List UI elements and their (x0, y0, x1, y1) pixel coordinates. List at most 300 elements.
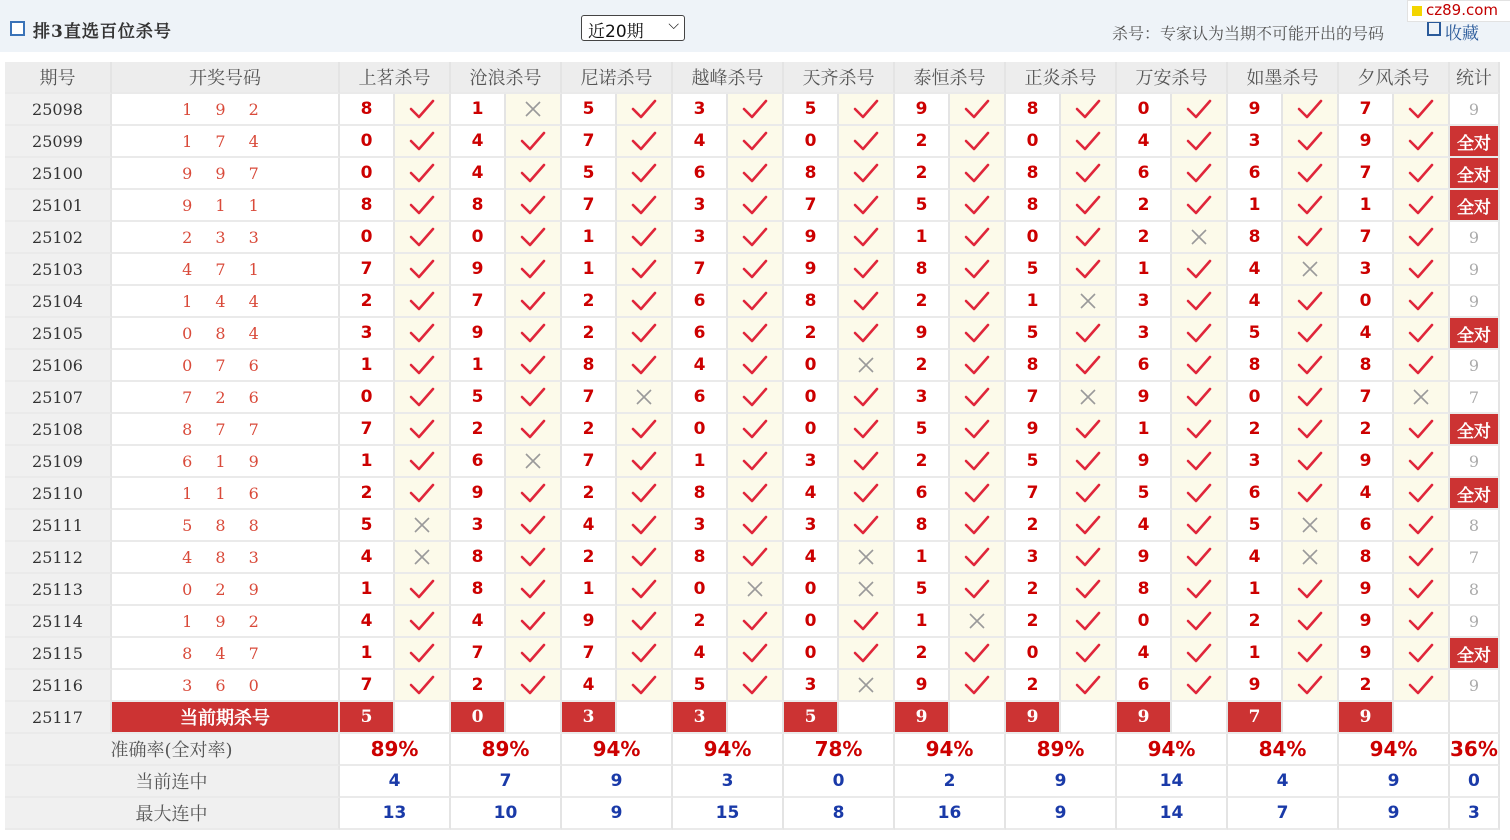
check-icon (853, 227, 879, 247)
kill-number-cell: 2 (1339, 414, 1394, 446)
max-streak-row-cell: 9 (1339, 798, 1450, 830)
result-mark-cell (506, 446, 562, 478)
kill-number-cell: 4 (673, 638, 728, 670)
kill-number-cell: 4 (340, 542, 395, 574)
result-mark-cell (395, 414, 451, 446)
issue-cell: 25110 (5, 478, 112, 510)
check-icon (520, 291, 546, 311)
result-mark-cell (728, 126, 784, 158)
issue-cell: 25109 (5, 446, 112, 478)
result-mark-cell (839, 350, 895, 382)
table-row (5, 382, 1500, 414)
expert-header: 如墨杀号 (1228, 62, 1339, 94)
kill-number-cell: 2 (340, 478, 395, 510)
draw-numbers-cell: 8 7 7 (112, 414, 340, 446)
kill-number-cell: 8 (1006, 94, 1061, 126)
result-mark-cell (395, 190, 451, 222)
result-mark-cell (728, 542, 784, 574)
result-mark-cell (506, 670, 562, 702)
check-icon (520, 259, 546, 279)
check-icon (520, 131, 546, 151)
result-mark-cell (617, 350, 673, 382)
result-mark-cell (1061, 574, 1117, 606)
check-icon (1186, 515, 1212, 535)
stat-cell: 8 (1450, 510, 1500, 542)
cross-icon (1078, 291, 1098, 311)
result-mark-cell (617, 446, 673, 478)
kill-number-cell: 2 (562, 542, 617, 574)
cross-icon (856, 675, 876, 695)
check-icon (964, 163, 990, 183)
current-streak-row-cell: 4 (1228, 766, 1339, 798)
check-icon (409, 163, 435, 183)
check-icon (1075, 547, 1101, 567)
kill-number-cell: 7 (340, 254, 395, 286)
kill-number-cell: 0 (784, 350, 839, 382)
check-icon (1075, 483, 1101, 503)
accuracy-row-cell: 89% (1006, 734, 1117, 766)
kill-number-cell: 4 (673, 350, 728, 382)
kill-number-cell: 4 (451, 126, 506, 158)
result-mark-cell (506, 414, 562, 446)
check-icon (1186, 675, 1212, 695)
kill-number-cell: 8 (451, 542, 506, 574)
result-mark-cell (395, 542, 451, 574)
cross-icon (634, 387, 654, 407)
check-icon (742, 259, 768, 279)
kill-number-cell: 5 (562, 94, 617, 126)
result-mark-cell (506, 542, 562, 574)
kill-number-cell: 6 (673, 318, 728, 350)
result-mark-cell (395, 286, 451, 318)
draw-numbers-cell: 4 7 1 (112, 254, 340, 286)
table-row (5, 606, 1500, 638)
kill-number-cell: 2 (895, 446, 950, 478)
stat-cell: 9 (1450, 446, 1500, 478)
result-mark-cell (1172, 126, 1228, 158)
result-mark-cell (1172, 254, 1228, 286)
result-mark-cell (728, 382, 784, 414)
result-mark-cell (950, 606, 1006, 638)
kill-number-cell: 0 (1006, 638, 1061, 670)
kill-number-cell: 1 (895, 606, 950, 638)
accuracy-row-cell: 94% (1339, 734, 1450, 766)
check-icon (631, 131, 657, 151)
check-icon (1408, 323, 1434, 343)
issue-cell: 25103 (5, 254, 112, 286)
stat-cell: 9 (1450, 254, 1500, 286)
result-mark-cell (1061, 414, 1117, 446)
check-icon (742, 291, 768, 311)
kill-number-cell: 7 (1339, 94, 1394, 126)
check-icon (1186, 643, 1212, 663)
kill-number-cell: 3 (673, 190, 728, 222)
kill-number-cell: 7 (340, 670, 395, 702)
check-icon (853, 163, 879, 183)
current-streak-row (5, 766, 1500, 798)
check-icon (1297, 163, 1323, 183)
kill-number-cell: 7 (451, 286, 506, 318)
stat-cell: 7 (1450, 382, 1500, 414)
result-mark-cell (506, 94, 562, 126)
accuracy-row-cell: 94% (895, 734, 1006, 766)
kill-number-cell: 1 (340, 638, 395, 670)
kill-number-cell: 7 (1339, 222, 1394, 254)
result-mark-cell (617, 190, 673, 222)
check-icon (742, 547, 768, 567)
result-mark-cell (395, 158, 451, 190)
result-mark-cell (839, 318, 895, 350)
kill-number-cell: 2 (1339, 670, 1394, 702)
kill-number-cell: 5 (895, 574, 950, 606)
check-icon (853, 195, 879, 215)
result-mark-cell (1172, 382, 1228, 414)
result-mark-cell (617, 382, 673, 414)
result-mark-cell (1061, 126, 1117, 158)
result-mark-cell (1394, 542, 1450, 574)
kill-number-cell: 2 (1006, 606, 1061, 638)
accuracy-row-cell: 89% (340, 734, 451, 766)
check-icon (1408, 643, 1434, 663)
issue-cell: 25107 (5, 382, 112, 414)
check-icon (1297, 643, 1323, 663)
result-mark-cell (1283, 606, 1339, 638)
issue-cell: 25101 (5, 190, 112, 222)
kill-number-cell: 5 (895, 414, 950, 446)
check-icon (520, 387, 546, 407)
issue-cell: 25113 (5, 574, 112, 606)
stat-cell: 9 (1450, 222, 1500, 254)
check-icon (1408, 515, 1434, 535)
result-mark-cell (1283, 638, 1339, 670)
kill-number-cell: 9 (784, 222, 839, 254)
current-kill-cell: 9 (1117, 702, 1172, 734)
check-icon (631, 227, 657, 247)
current-blank-cell (506, 702, 562, 734)
kill-number-cell: 4 (451, 158, 506, 190)
result-mark-cell (950, 254, 1006, 286)
kill-number-cell: 1 (673, 446, 728, 478)
result-mark-cell (1283, 286, 1339, 318)
max-streak-row-cell: 9 (1006, 798, 1117, 830)
kill-number-cell: 8 (895, 510, 950, 542)
check-icon (1297, 675, 1323, 695)
issue-cell: 25105 (5, 318, 112, 350)
kill-number-cell: 1 (1339, 190, 1394, 222)
kill-number-cell: 4 (784, 542, 839, 574)
check-icon (964, 323, 990, 343)
current-kill-cell: 7 (1228, 702, 1283, 734)
result-mark-cell (1061, 638, 1117, 670)
check-icon (853, 643, 879, 663)
result-mark-cell (1172, 638, 1228, 670)
result-mark-cell (728, 222, 784, 254)
check-icon (1075, 195, 1101, 215)
max-streak-row (5, 798, 1500, 830)
check-icon (409, 99, 435, 119)
kill-number-cell: 3 (784, 446, 839, 478)
result-mark-cell (1283, 574, 1339, 606)
result-mark-cell (839, 542, 895, 574)
check-icon (1297, 355, 1323, 375)
check-icon (1186, 547, 1212, 567)
cross-icon (412, 547, 432, 567)
current-streak-row-cell: 2 (895, 766, 1006, 798)
result-mark-cell (1172, 510, 1228, 542)
kill-number-cell: 9 (895, 318, 950, 350)
result-mark-cell (1061, 94, 1117, 126)
check-icon (742, 643, 768, 663)
kill-number-cell: 0 (784, 606, 839, 638)
kill-number-cell: 0 (340, 158, 395, 190)
kill-number-cell: 2 (562, 318, 617, 350)
check-icon (409, 323, 435, 343)
kill-number-cell: 3 (1117, 318, 1172, 350)
result-mark-cell (728, 286, 784, 318)
check-icon (409, 451, 435, 471)
check-icon (409, 291, 435, 311)
check-icon (742, 323, 768, 343)
kill-number-cell: 5 (1117, 478, 1172, 510)
kill-number-cell: 8 (562, 350, 617, 382)
kill-number-cell: 4 (784, 478, 839, 510)
result-mark-cell (617, 222, 673, 254)
issue-cell: 25114 (5, 606, 112, 638)
check-icon (520, 579, 546, 599)
kill-number-cell: 0 (340, 222, 395, 254)
kill-number-cell: 0 (451, 222, 506, 254)
result-mark-cell (617, 94, 673, 126)
site-logo[interactable] (1407, 0, 1510, 22)
kill-number-cell: 9 (895, 94, 950, 126)
stat-cell: 9 (1450, 286, 1500, 318)
kill-number-cell: 0 (673, 414, 728, 446)
kill-number-cell: 1 (451, 94, 506, 126)
period-select[interactable] (581, 15, 685, 41)
kill-number-cell: 0 (784, 414, 839, 446)
kill-number-cell: 6 (1117, 350, 1172, 382)
check-icon (1186, 387, 1212, 407)
result-mark-cell (728, 670, 784, 702)
kill-number-cell: 5 (340, 510, 395, 542)
table-row (5, 254, 1500, 286)
kill-number-cell: 5 (451, 382, 506, 414)
cross-icon (523, 99, 543, 119)
kill-number-cell: 4 (562, 670, 617, 702)
draw-numbers-cell: 1 1 6 (112, 478, 340, 510)
check-icon (409, 195, 435, 215)
kill-number-cell: 8 (1339, 350, 1394, 382)
kill-number-cell: 7 (562, 126, 617, 158)
check-icon (1408, 547, 1434, 567)
table-row (5, 126, 1500, 158)
result-mark-cell (1394, 382, 1450, 414)
result-mark-cell (950, 190, 1006, 222)
check-icon (1075, 259, 1101, 279)
result-mark-cell (728, 446, 784, 478)
max-streak-row-cell: 8 (784, 798, 895, 830)
check-icon (964, 515, 990, 535)
check-icon (742, 195, 768, 215)
check-icon (742, 99, 768, 119)
chevron-down-icon: ⌵ (668, 17, 679, 33)
check-icon (964, 195, 990, 215)
stat-cell: 全对 (1450, 478, 1500, 510)
kill-number-cell: 4 (1339, 318, 1394, 350)
current-kill-cell: 3 (673, 702, 728, 734)
check-icon (964, 131, 990, 151)
result-mark-cell (728, 510, 784, 542)
cross-icon (1189, 227, 1209, 247)
max-streak-row-cell: 13 (340, 798, 451, 830)
kill-number-cell: 7 (562, 382, 617, 414)
kill-number-cell: 6 (1117, 158, 1172, 190)
check-icon (964, 675, 990, 695)
cross-icon (967, 611, 987, 631)
result-mark-cell (950, 414, 1006, 446)
save-label: 收藏 (1445, 24, 1479, 44)
result-mark-cell (395, 350, 451, 382)
kill-number-cell: 3 (673, 94, 728, 126)
result-mark-cell (839, 190, 895, 222)
result-mark-cell (617, 478, 673, 510)
check-icon (520, 675, 546, 695)
logo-square-icon (1412, 6, 1422, 16)
result-mark-cell (950, 510, 1006, 542)
result-mark-cell (1283, 510, 1339, 542)
kill-number-cell: 1 (1117, 414, 1172, 446)
table-row (5, 670, 1500, 702)
result-mark-cell (1172, 446, 1228, 478)
table-row (5, 158, 1500, 190)
result-mark-cell (1172, 158, 1228, 190)
table-row (5, 286, 1500, 318)
kill-number-cell: 2 (562, 414, 617, 446)
result-mark-cell (1061, 478, 1117, 510)
kill-number-cell: 2 (1117, 190, 1172, 222)
current-blank-cell (728, 702, 784, 734)
check-icon (409, 387, 435, 407)
check-icon (853, 131, 879, 151)
check-icon (1297, 291, 1323, 311)
result-mark-cell (395, 510, 451, 542)
kill-number-cell: 3 (895, 382, 950, 414)
table-row (5, 638, 1500, 670)
check-icon (1297, 483, 1323, 503)
result-mark-cell (506, 254, 562, 286)
result-mark-cell (617, 158, 673, 190)
result-mark-cell (1283, 222, 1339, 254)
kill-number-cell: 9 (1117, 382, 1172, 414)
result-mark-cell (1283, 94, 1339, 126)
check-icon (1408, 195, 1434, 215)
result-mark-cell (1283, 126, 1339, 158)
check-icon (853, 419, 879, 439)
expert-header: 尼诺杀号 (562, 62, 673, 94)
kill-number-cell: 6 (1228, 478, 1283, 510)
check-icon (1408, 675, 1434, 695)
check-icon (631, 675, 657, 695)
save-link[interactable] (1427, 19, 1479, 44)
result-mark-cell (728, 94, 784, 126)
result-mark-cell (1394, 606, 1450, 638)
result-mark-cell (1061, 510, 1117, 542)
current-kill-cell: 9 (895, 702, 950, 734)
check-icon (631, 483, 657, 503)
expert-header: 夕风杀号 (1339, 62, 1450, 94)
kill-number-cell: 3 (1117, 286, 1172, 318)
issue-cell: 25112 (5, 542, 112, 574)
current-streak-row-cell: 9 (1006, 766, 1117, 798)
kill-number-cell: 0 (1006, 222, 1061, 254)
kill-number-cell: 5 (1228, 510, 1283, 542)
col-stat-header: 统计 (1450, 62, 1500, 94)
kill-number-cell: 3 (1339, 254, 1394, 286)
check-icon (1186, 291, 1212, 311)
kill-number-cell: 8 (1006, 158, 1061, 190)
result-mark-cell (950, 222, 1006, 254)
expert-header: 万安杀号 (1117, 62, 1228, 94)
kill-number-cell: 5 (1006, 446, 1061, 478)
current-streak-row-stat-cell: 0 (1450, 766, 1500, 798)
result-mark-cell (728, 254, 784, 286)
check-icon (742, 515, 768, 535)
table-row (5, 190, 1500, 222)
draw-numbers-cell: 2 3 3 (112, 222, 340, 254)
check-icon (742, 611, 768, 631)
checkbox-icon[interactable] (10, 21, 25, 36)
accuracy-row-cell: 94% (1117, 734, 1228, 766)
kill-number-cell: 5 (562, 158, 617, 190)
kill-number-cell: 4 (1228, 542, 1283, 574)
kill-number-cell: 1 (1228, 574, 1283, 606)
result-mark-cell (1394, 446, 1450, 478)
kill-number-cell: 6 (1339, 510, 1394, 542)
result-mark-cell (728, 638, 784, 670)
kill-number-cell: 2 (673, 606, 728, 638)
max-streak-row-stat-cell: 3 (1450, 798, 1500, 830)
check-icon (742, 483, 768, 503)
kill-number-cell: 3 (1228, 446, 1283, 478)
result-mark-cell (1061, 254, 1117, 286)
kill-number-cell: 2 (895, 638, 950, 670)
result-mark-cell (1172, 606, 1228, 638)
check-icon (964, 643, 990, 663)
check-icon (1408, 131, 1434, 151)
result-mark-cell (1172, 414, 1228, 446)
result-mark-cell (617, 286, 673, 318)
issue-cell: 25115 (5, 638, 112, 670)
check-icon (409, 643, 435, 663)
check-icon (853, 259, 879, 279)
cross-icon (1078, 387, 1098, 407)
kill-number-cell: 5 (1228, 318, 1283, 350)
kill-number-cell: 9 (1117, 542, 1172, 574)
result-mark-cell (1061, 350, 1117, 382)
result-mark-cell (1172, 574, 1228, 606)
result-mark-cell (950, 542, 1006, 574)
result-mark-cell (395, 478, 451, 510)
current-kill-cell: 3 (562, 702, 617, 734)
kill-number-cell: 9 (895, 670, 950, 702)
check-icon (853, 515, 879, 535)
check-icon (409, 611, 435, 631)
result-mark-cell (1172, 222, 1228, 254)
check-icon (1075, 451, 1101, 471)
kill-number-cell: 0 (1117, 606, 1172, 638)
result-mark-cell (950, 158, 1006, 190)
result-mark-cell (1394, 510, 1450, 542)
